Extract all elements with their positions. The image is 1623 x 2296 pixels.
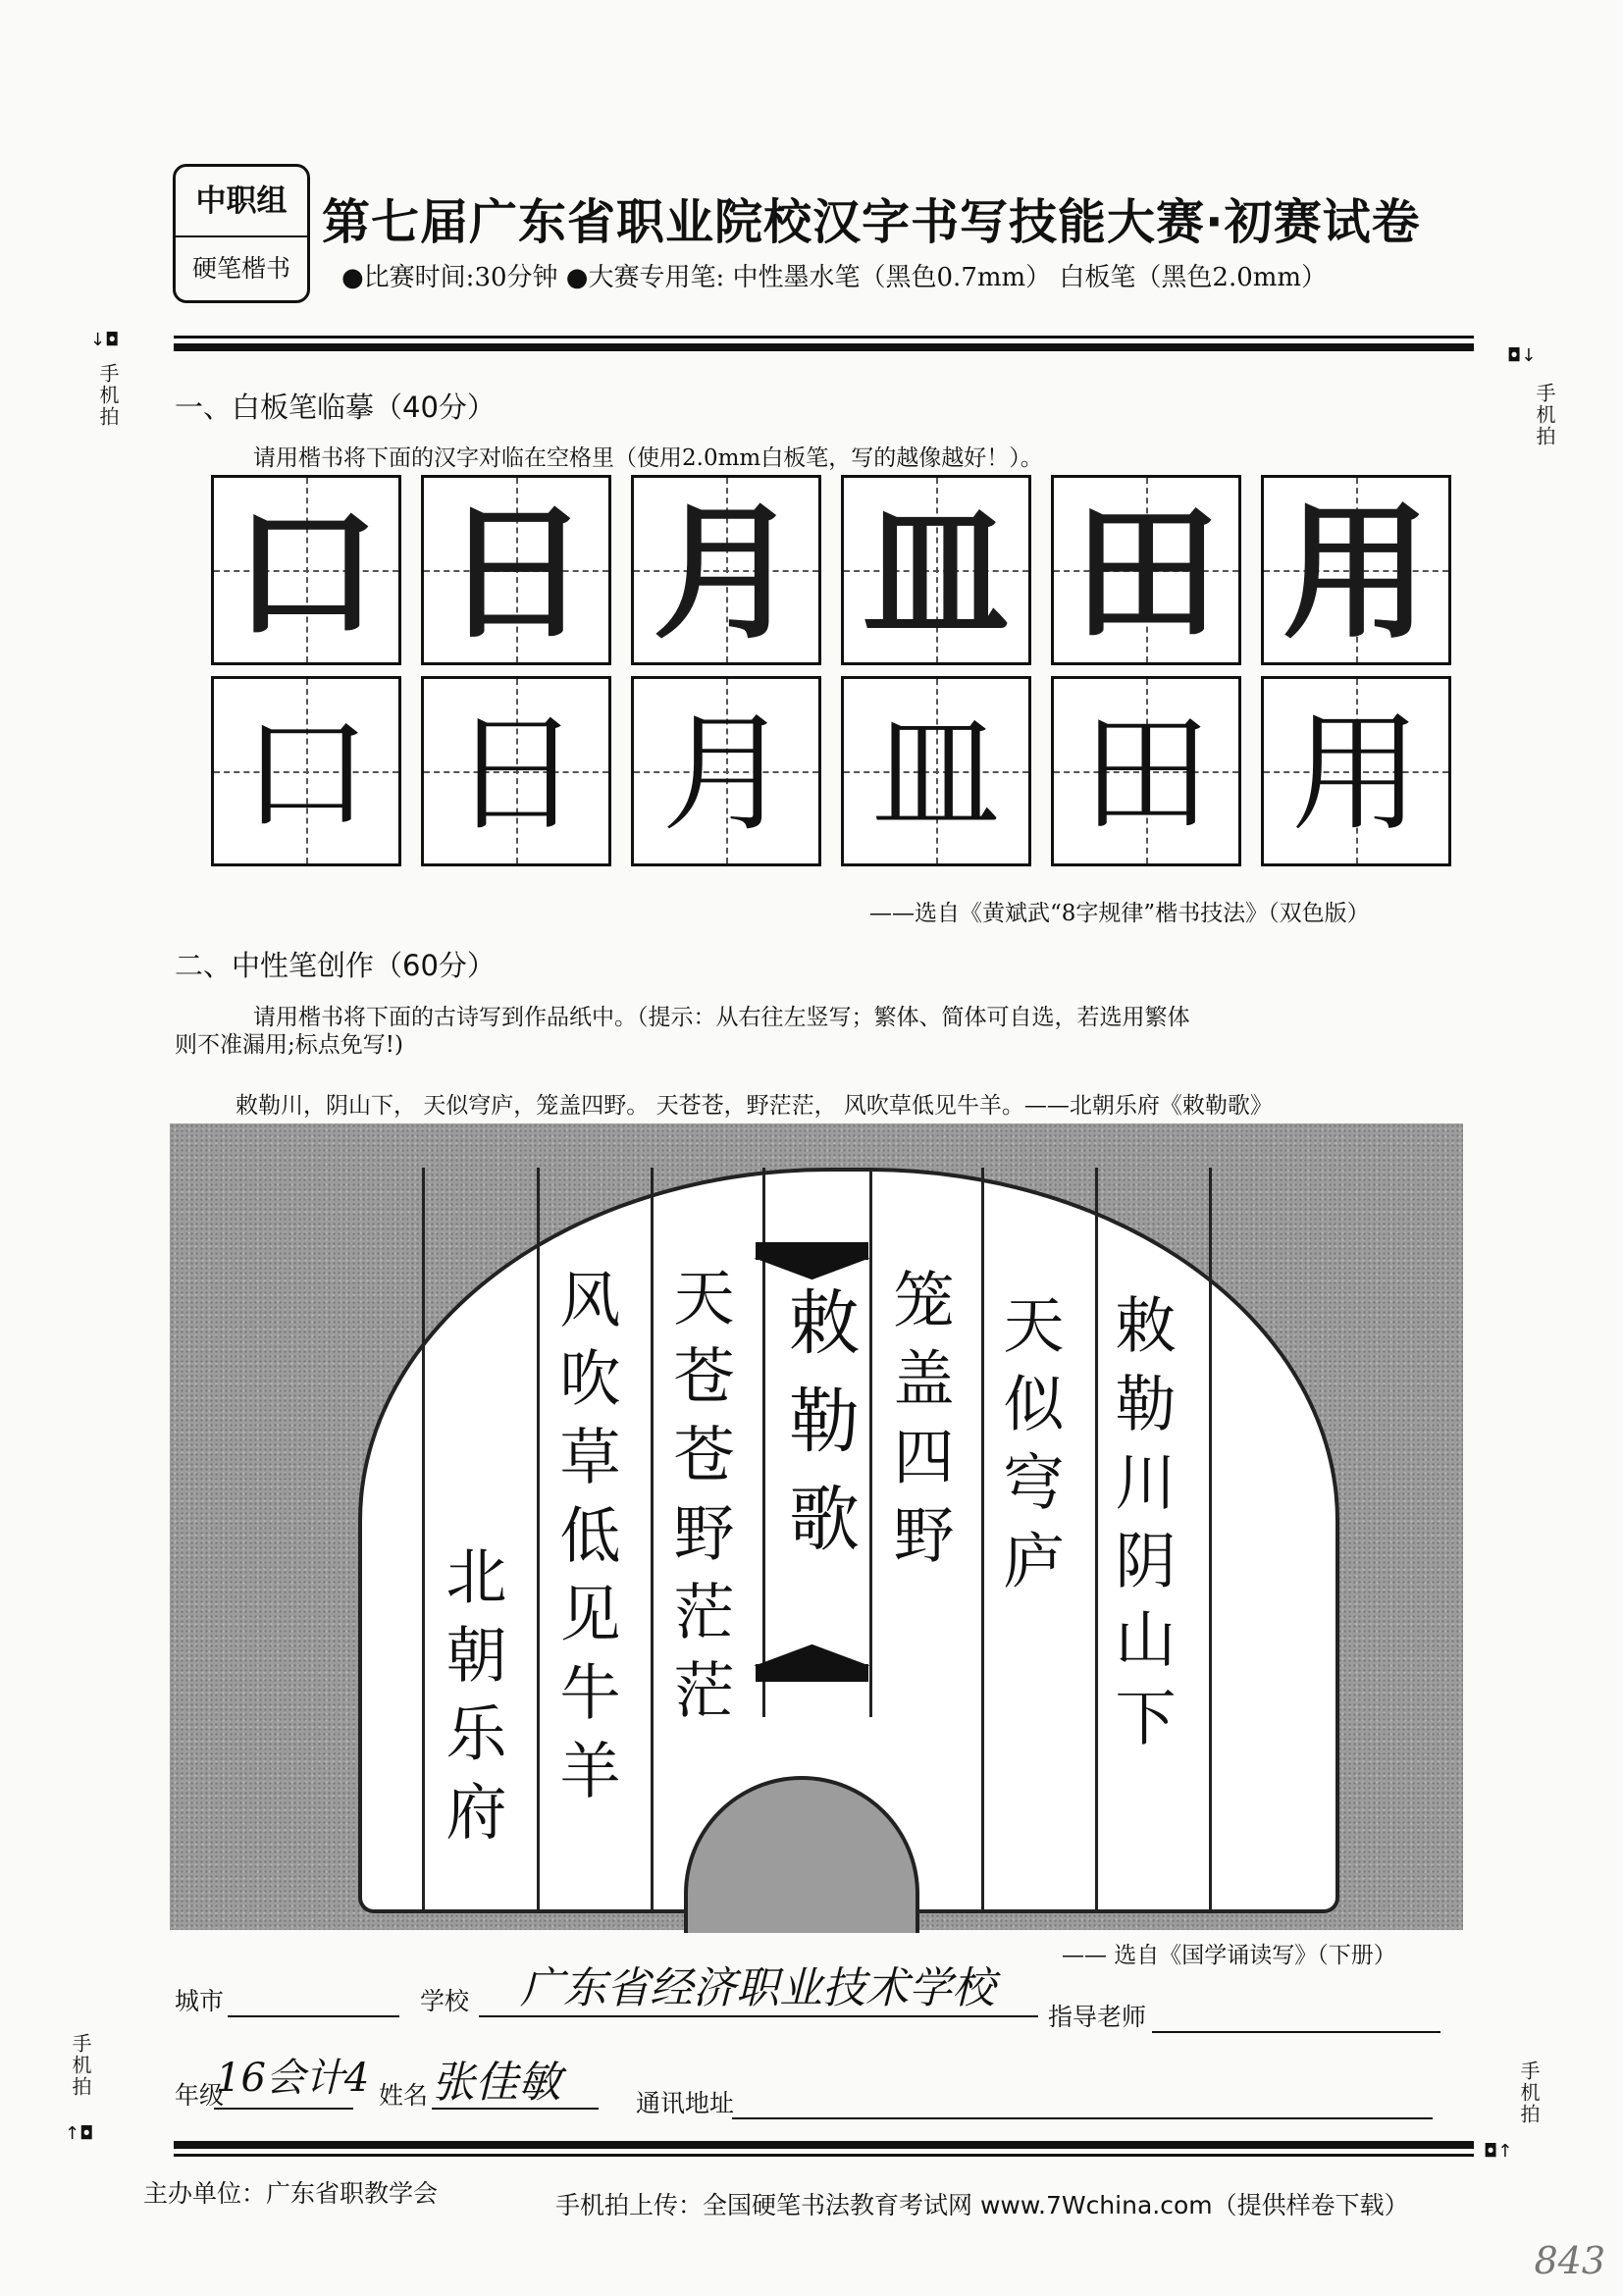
side-label-bottom-right: 手机拍 xyxy=(1517,2061,1541,2125)
copy-char: 口 xyxy=(241,699,371,850)
section1-source: ——选自《黄斌武“8字规律”楷书技法》（双色版） xyxy=(869,901,1370,926)
section2-instruction-line1: 请用楷书将下面的古诗写到作品纸中。（提示：从右往左竖写；繁体、简体可自选，若选用繁体 xyxy=(253,1005,1190,1030)
model-char: 田 xyxy=(1072,487,1220,659)
copy-char: 月 xyxy=(661,699,791,850)
column-divider xyxy=(981,1168,984,1913)
model-cell xyxy=(1261,475,1451,665)
model-char: 皿 xyxy=(862,487,1010,659)
copy-cell[interactable] xyxy=(631,676,821,866)
side-label-top-left: 手机拍 xyxy=(96,363,120,428)
bottom-rule-thick xyxy=(174,2141,1474,2149)
side-label-top-right: 手机拍 xyxy=(1533,383,1556,447)
side-label-bottom-left: 手机拍 xyxy=(69,2033,92,2098)
column-divider xyxy=(1209,1168,1212,1913)
exam-rules: ●比赛时间:30分钟 ●大赛专用笔: 中性墨水笔（黑色0.7mm） 白板笔（黑色2.0mm） xyxy=(341,263,1328,292)
copy-char: 田 xyxy=(1081,699,1211,850)
column-divider xyxy=(869,1168,872,1717)
copy-char: 日 xyxy=(451,699,581,850)
address-field[interactable] xyxy=(732,2117,1433,2119)
model-cell xyxy=(631,475,821,665)
model-cell xyxy=(421,475,611,665)
section2-heading: 二、中性笔创作（60分） xyxy=(175,949,496,982)
poem-column-2: 天似穹庐 xyxy=(993,1293,1065,1607)
school-label: 学校 xyxy=(420,1987,470,2015)
copy-cell[interactable] xyxy=(1261,676,1451,866)
badge-group-label: 中职组 xyxy=(176,167,307,237)
poem-title: 敕勒歌 xyxy=(777,1285,860,1580)
section1-heading: 一、白板笔临摹（40分） xyxy=(175,391,496,424)
column-divider xyxy=(422,1168,425,1913)
section2-source: —— 选自《国学诵读写》（下册） xyxy=(1062,1943,1396,1968)
teacher-field[interactable] xyxy=(1152,2031,1440,2033)
school-field[interactable] xyxy=(479,2015,1038,2017)
grade-field[interactable] xyxy=(214,2108,353,2110)
model-cell xyxy=(1051,475,1241,665)
poem-column-5: 天苍苍野茫茫 xyxy=(663,1266,735,1737)
column-divider xyxy=(537,1168,540,1913)
poem-column-6: 风吹草低见牛羊 xyxy=(550,1268,621,1817)
top-rule xyxy=(174,336,1474,339)
page-title: 第七届广东省职业院校汉字书写技能大赛·初赛试卷 xyxy=(322,194,1421,250)
copy-cell[interactable] xyxy=(1051,676,1241,866)
page-number: 843 xyxy=(1534,2239,1605,2282)
grade-label: 年级 xyxy=(175,2081,225,2110)
model-char: 用 xyxy=(1282,487,1430,659)
poem-text: 敕勒川，阴山下， 天似穹庐，笼盖四野。 天苍苍，野茫茫， 风吹草低见牛羊。——北朝乐府《敕勒歌》 xyxy=(236,1093,1273,1119)
group-badge xyxy=(173,164,310,303)
model-char: 日 xyxy=(442,487,590,659)
city-field[interactable] xyxy=(228,2015,399,2017)
model-char: 月 xyxy=(652,487,800,659)
section2-instruction-line2: 则不准漏用;标点免写!) xyxy=(175,1032,403,1058)
city-label: 城市 xyxy=(175,1987,225,2015)
model-cell xyxy=(841,475,1031,665)
copy-cell[interactable] xyxy=(841,676,1031,866)
organizer: 主办单位：广东省职教学会 xyxy=(143,2179,439,2208)
address-label: 通讯地址 xyxy=(636,2089,735,2117)
camera-icon-top-right: ◘↓ xyxy=(1507,345,1537,366)
copy-cell[interactable] xyxy=(421,676,611,866)
model-cell xyxy=(211,475,401,665)
model-char: 口 xyxy=(232,487,380,659)
top-rule-thick xyxy=(174,343,1474,351)
column-divider xyxy=(651,1168,654,1913)
poem-column-3: 笼盖四野 xyxy=(883,1268,955,1582)
copy-cell[interactable] xyxy=(211,676,401,866)
camera-icon-bottom-right: ◘↑ xyxy=(1484,2141,1513,2162)
badge-style-label: 硬笔楷书 xyxy=(191,254,290,283)
poem-column-7: 北朝乐府 xyxy=(436,1544,507,1858)
grade-handwritten: 16会计4 xyxy=(216,2056,370,2101)
bottom-rule xyxy=(174,2154,1474,2157)
copy-char: 用 xyxy=(1291,699,1421,850)
teacher-label: 指导老师 xyxy=(1048,2003,1147,2031)
name-handwritten: 张佳敏 xyxy=(432,2058,561,2108)
poem-column-1: 敕勒川阴山下 xyxy=(1105,1293,1177,1764)
school-handwritten: 广东省经济职业技术学校 xyxy=(520,1963,995,2013)
section1-instruction: 请用楷书将下面的汉字对临在空格里（使用2.0mm白板笔，写的越像越好！）。 xyxy=(253,445,1043,471)
upload-info[interactable]: 手机拍上传：全国硬笔书法教育考试网 www.7Wchina.com（提供样卷下载） xyxy=(555,2191,1409,2219)
camera-icon-bottom-left: ↑◘ xyxy=(65,2123,94,2144)
name-label: 姓名 xyxy=(379,2081,429,2110)
copy-char: 皿 xyxy=(871,699,1001,850)
camera-icon-top-left: ↓◘ xyxy=(90,330,120,350)
